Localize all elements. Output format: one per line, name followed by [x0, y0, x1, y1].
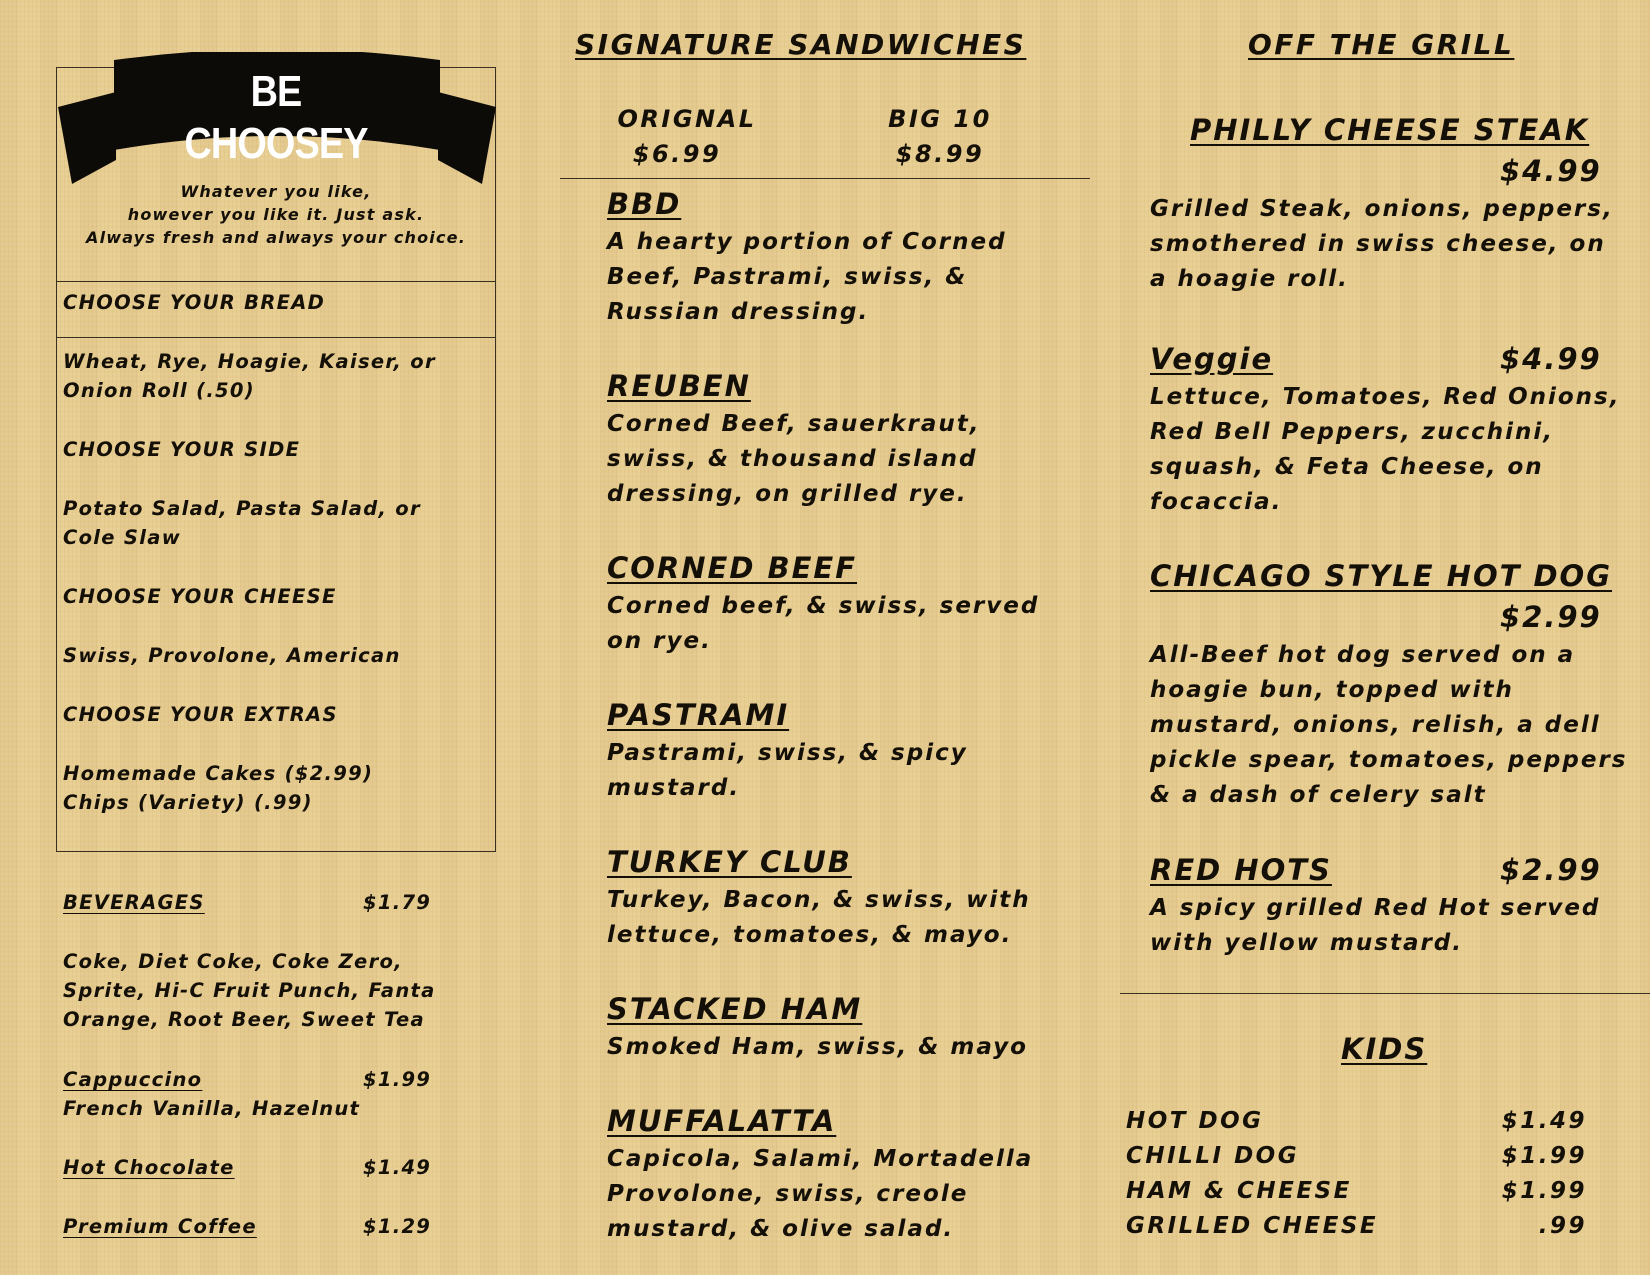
- kids-item-name: CHILLI DOG: [1126, 1143, 1300, 1169]
- premium-coffee-price: $1.29: [363, 1215, 432, 1238]
- grill-item-price: $2.99: [1500, 600, 1602, 634]
- kids-item-price: .99: [1538, 1213, 1587, 1239]
- tagline-line: Whatever you like,: [180, 182, 372, 201]
- divider: [560, 178, 1090, 179]
- grill-item-desc: pickle spear, tomatoes, peppers: [1150, 747, 1628, 773]
- hot-chocolate-price: $1.49: [363, 1156, 432, 1179]
- grill-item-desc: focaccia.: [1150, 489, 1283, 515]
- beverages-list: Orange, Root Beer, Sweet Tea: [63, 1008, 426, 1031]
- kids-item-price: $1.99: [1501, 1178, 1587, 1204]
- sandwich-desc: Corned Beef, sauerkraut,: [607, 411, 981, 437]
- sandwich-desc: dressing, on grilled rye.: [607, 481, 968, 507]
- grill-item-name: RED HOTS: [1150, 853, 1332, 887]
- sandwich-name: TURKEY CLUB: [607, 845, 852, 879]
- sandwich-desc: mustard.: [607, 775, 741, 801]
- grill-item-price: $2.99: [1500, 853, 1602, 887]
- tagline-line: however you like it. Just ask.: [127, 205, 425, 224]
- grill-item-desc: with yellow mustard.: [1150, 930, 1464, 956]
- banner-title: BE CHOOSEY: [184, 67, 368, 168]
- bread-heading: CHOOSE YOUR BREAD: [63, 291, 326, 314]
- kids-item-price: $1.49: [1501, 1108, 1587, 1134]
- beverages-price: $1.79: [363, 891, 432, 914]
- grill-item-desc: Lettuce, Tomatoes, Red Onions,: [1150, 384, 1621, 410]
- sandwich-desc: Turkey, Bacon, & swiss, with: [607, 887, 1031, 913]
- cappuccino-price: $1.99: [363, 1068, 432, 1091]
- bread-options: Onion Roll (.50): [63, 379, 255, 402]
- cappuccino-flavors: French Vanilla, Hazelnut: [63, 1097, 361, 1120]
- sandwich-name: PASTRAMI: [607, 698, 790, 732]
- grill-item-desc: Red Bell Peppers, zucchini,: [1150, 419, 1554, 445]
- size-price: $8.99: [895, 140, 985, 168]
- kids-heading: KIDS: [1341, 1032, 1428, 1066]
- grill-item-desc: squash, & Feta Cheese, on: [1150, 454, 1544, 480]
- premium-coffee-name: Premium Coffee: [63, 1215, 257, 1238]
- kids-item-name: HAM & CHEESE: [1126, 1178, 1352, 1204]
- grill-item-name: Veggie: [1150, 342, 1274, 376]
- kids-item-name: GRILLED CHEESE: [1126, 1213, 1379, 1239]
- kids-item-price: $1.99: [1501, 1143, 1587, 1169]
- grill-item-desc: hoagie bun, topped with: [1150, 677, 1514, 703]
- sandwich-desc: Capicola, Salami, Mortadella: [607, 1146, 1034, 1172]
- sandwich-desc: swiss, & thousand island: [607, 446, 978, 472]
- grill-item-price: $4.99: [1500, 154, 1602, 188]
- grill-item-desc: Grilled Steak, onions, peppers,: [1150, 196, 1614, 222]
- sandwich-desc: Russian dressing.: [607, 299, 870, 325]
- sandwich-desc: mustard, & olive salad.: [607, 1216, 955, 1242]
- sandwich-name: REUBEN: [607, 369, 751, 403]
- sandwich-desc: Corned beef, & swiss, served: [607, 593, 1040, 619]
- cheese-heading: CHOOSE YOUR CHEESE: [63, 585, 337, 608]
- divider: [56, 281, 496, 282]
- grill-item-price: $4.99: [1500, 342, 1602, 376]
- size-name: ORIGNAL: [617, 105, 757, 133]
- side-options: Cole Slaw: [63, 526, 182, 549]
- sandwich-desc: Beef, Pastrami, swiss, &: [607, 264, 968, 290]
- grill-item-desc: smothered in swiss cheese, on: [1150, 231, 1606, 257]
- extras-options: Chips (Variety) (.99): [63, 791, 313, 814]
- size-name: BIG 10: [888, 105, 992, 133]
- beverages-list: Sprite, Hi-C Fruit Punch, Fanta: [63, 979, 436, 1002]
- beverages-list: Coke, Diet Coke, Coke Zero,: [63, 950, 403, 973]
- grill-item-desc: a hoagie roll.: [1150, 266, 1349, 292]
- sandwich-desc: on rye.: [607, 628, 712, 654]
- sandwich-desc: Smoked Ham, swiss, & mayo: [607, 1034, 1028, 1060]
- sandwiches-heading: SIGNATURE SANDWICHES: [575, 28, 1027, 61]
- bread-options: Wheat, Rye, Hoagie, Kaiser, or: [63, 350, 436, 373]
- side-heading: CHOOSE YOUR SIDE: [63, 438, 301, 461]
- grill-item-desc: mustard, onions, relish, a dell: [1150, 712, 1601, 738]
- extras-options: Homemade Cakes ($2.99): [63, 762, 374, 785]
- divider: [56, 337, 496, 338]
- grill-heading: OFF THE GRILL: [1248, 28, 1515, 61]
- divider: [1120, 993, 1650, 994]
- sandwich-name: BBD: [607, 187, 682, 221]
- size-price: $6.99: [632, 140, 722, 168]
- sandwich-desc: lettuce, tomatoes, & mayo.: [607, 922, 1013, 948]
- sandwich-desc: A hearty portion of Corned: [607, 229, 1007, 255]
- hot-chocolate-name: Hot Chocolate: [63, 1156, 235, 1179]
- beverages-heading: BEVERAGES: [63, 891, 205, 914]
- kids-item-name: HOT DOG: [1126, 1108, 1264, 1134]
- sandwich-name: CORNED BEEF: [607, 551, 858, 585]
- tagline-line: Always fresh and always your choice.: [85, 228, 466, 247]
- cappuccino-name: Cappuccino: [63, 1068, 203, 1091]
- sandwich-desc: Provolone, swiss, creole: [607, 1181, 969, 1207]
- grill-item-desc: A spicy grilled Red Hot served: [1150, 895, 1601, 921]
- sandwich-name: STACKED HAM: [607, 992, 863, 1026]
- grill-item-desc: & a dash of celery salt: [1150, 782, 1487, 808]
- grill-item-name: CHICAGO STYLE HOT DOG: [1150, 559, 1613, 593]
- grill-item-desc: All-Beef hot dog served on a: [1150, 642, 1576, 668]
- cheese-options: Swiss, Provolone, American: [63, 644, 401, 667]
- side-options: Potato Salad, Pasta Salad, or: [63, 497, 421, 520]
- sandwich-desc: Pastrami, swiss, & spicy: [607, 740, 968, 766]
- grill-item-name: PHILLY CHEESE STEAK: [1190, 113, 1590, 147]
- sandwich-name: MUFFALATTA: [607, 1104, 837, 1138]
- extras-heading: CHOOSE YOUR EXTRAS: [63, 703, 338, 726]
